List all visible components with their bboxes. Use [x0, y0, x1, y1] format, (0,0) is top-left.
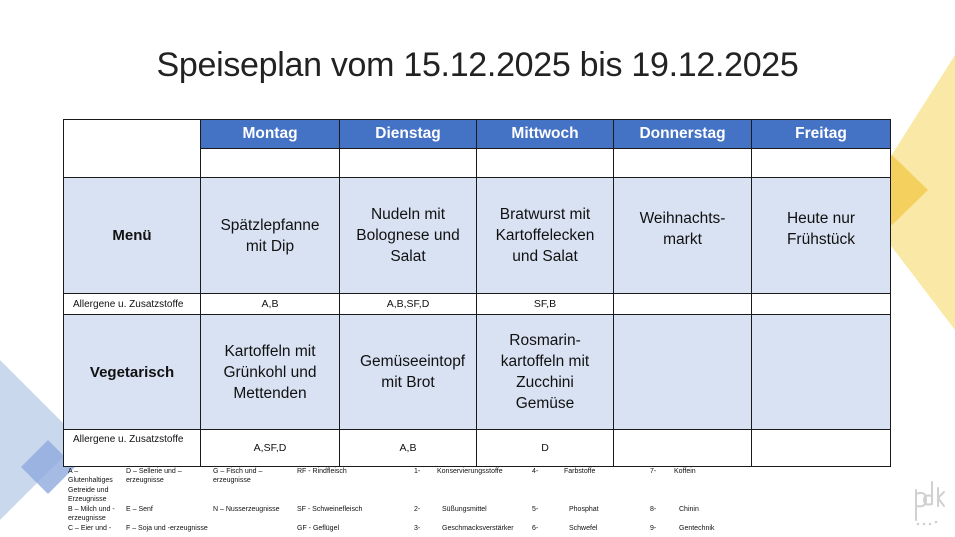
legend-text-7: Koffein	[674, 468, 696, 475]
legend-num-3: 3-	[414, 525, 421, 532]
legend-d: D – Sellerie und –erzeugnisse	[126, 468, 182, 485]
legend-num-8: 8-	[650, 506, 657, 513]
legend-gf: GF - Geflügel	[297, 525, 340, 532]
legend-num-7: 7-	[650, 468, 657, 475]
dish-text: Nudeln mit Bolognese und Salat	[356, 206, 460, 265]
legend-num-4: 4-	[532, 468, 539, 475]
menu-dish-monday	[201, 178, 340, 294]
legend-num-2: 2-	[414, 506, 421, 513]
legend-text-1: Konservierungsstoffe	[437, 468, 503, 475]
legend-num-1: 1-	[414, 468, 421, 475]
blank-cell	[201, 149, 340, 178]
veg-allergens-tuesday: A,B	[340, 430, 477, 467]
legend-num-5: 5-	[532, 506, 539, 513]
row-label-menu: Menü	[64, 178, 201, 294]
veg-dish-tuesday	[340, 315, 477, 430]
row-label-vegetarian: Vegetarisch	[64, 315, 201, 430]
legend-a: A – Glutenhaltiges Getreide und Erzeugnisse	[68, 468, 113, 504]
legend-rf: RF - Rindfleisch	[297, 468, 347, 475]
day-header-thursday: Donnerstag	[614, 120, 752, 149]
blank-cell	[614, 149, 752, 178]
veg-allergens-monday: A,SF,D	[201, 430, 340, 467]
day-header-wednesday: Mittwoch	[477, 120, 614, 149]
legend-text-5: Phosphat	[569, 506, 599, 513]
legend-sf: SF - Schweinefleisch	[297, 506, 363, 513]
menu-dish-wednesday	[477, 178, 614, 294]
menu-dish-tuesday	[340, 178, 477, 294]
legend-text-9: Gentechnik	[679, 525, 715, 532]
legend-c: C – Eier und -	[68, 525, 112, 532]
blank-cell	[477, 149, 614, 178]
veg-dish-thursday	[614, 315, 752, 430]
legend-num-9: 9-	[650, 525, 657, 532]
corner-cell	[64, 120, 201, 178]
day-header-monday: Montag	[201, 120, 340, 149]
day-header-tuesday: Dienstag	[340, 120, 477, 149]
dish-text: Gemüseeintopf mit Brot	[360, 353, 466, 391]
legend-f: F – Soja und -erzeugnisse	[126, 525, 208, 532]
legend-num-6: 6-	[532, 525, 539, 532]
veg-allergens-friday	[752, 430, 891, 467]
dish-text: Spätzlepfanne mit Dip	[220, 216, 320, 255]
legend-text-8: Chinin	[679, 506, 699, 513]
allergen-label-vegetarian: Allergene u. Zusatzstoffe	[64, 430, 201, 467]
blank-cell	[340, 149, 477, 178]
legend-b: B – Milch und -erzeugnisse	[68, 506, 115, 523]
menu-allergens-monday: A,B	[201, 294, 340, 315]
legend-text-3: Geschmacksverstärker	[442, 525, 514, 532]
menu-dish-thursday	[614, 178, 752, 294]
blank-cell	[752, 149, 891, 178]
legend-e: E – Senf	[126, 506, 153, 513]
legend-text-4: Farbstoffe	[564, 468, 596, 475]
day-header-friday: Freitag	[752, 120, 891, 149]
page-title: Speiseplan vom 15.12.2025 bis 19.12.2025	[156, 46, 799, 84]
veg-allergens-wednesday: D	[477, 430, 614, 467]
menu-allergens-thursday	[614, 294, 752, 315]
menu-dish-friday	[752, 178, 891, 294]
veg-dish-friday	[752, 315, 891, 430]
veg-dish-monday	[201, 315, 340, 430]
menu-allergens-tuesday: A,B,SF,D	[340, 294, 477, 315]
legend-n: N – Nusserzeugnisse	[213, 506, 280, 513]
dish-text: Heute nur Frühstück	[786, 209, 856, 248]
menu-allergens-wednesday: SF,B	[477, 294, 614, 315]
dish-text: Rosmarin-kartoffeln mit Zucchini Gemüse	[500, 332, 590, 412]
legend-text-2: Süßungsmittel	[442, 506, 487, 513]
menu-allergens-friday	[752, 294, 891, 315]
pdk-logo-icon	[912, 478, 946, 528]
legend-text-6: Schwefel	[569, 525, 598, 532]
dish-text: Weihnachts-markt	[639, 209, 726, 248]
dish-text: Bratwurst mit Kartoffelecken und Salat	[495, 206, 595, 265]
legend-g: G – Fisch und –erzeugnisse	[213, 468, 263, 485]
dish-text: Kartoffeln mit Grünkohl und Mettenden	[223, 342, 317, 402]
menu-table	[63, 119, 891, 467]
veg-allergens-thursday	[614, 430, 752, 467]
allergen-label-menu: Allergene u. Zusatzstoffe	[64, 294, 201, 315]
veg-dish-wednesday	[477, 315, 614, 430]
